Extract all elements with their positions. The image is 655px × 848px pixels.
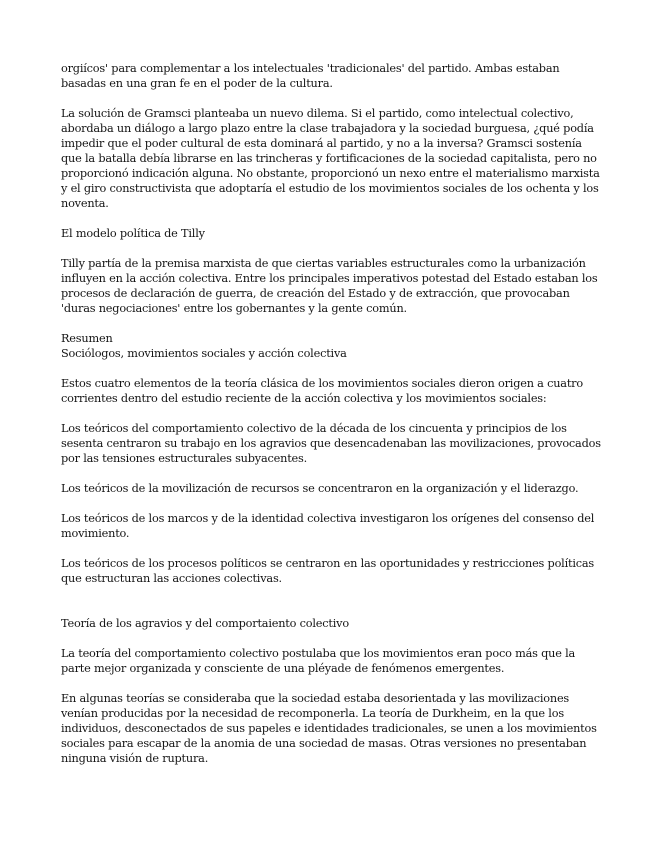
resumen-title: Sociólogos, movimientos sociales y acción colectiva bbox=[61, 347, 347, 360]
paragraph-continuation: orgiícos' para complementar a los intelectuales 'tradicionales' del partido. Ambas estaban basadas en una gran fe en el poder de la cultura. bbox=[61, 62, 560, 90]
paragraph-collective-behavior: Los teóricos del comportamiento colectivo de la década de los cincuenta y principios de los sesenta centraron su trabajo en los agravios que desencadenaban las movilizaciones, provocados por las tensiones estructurales subyacentes. bbox=[61, 422, 601, 465]
paragraph-four-elements: Estos cuatro elementos de la teoría clásica de los movimientos sociales dieron origen a cuatro corrientes dentro del estudio reciente de la acción colectiva y los movimientos sociales: bbox=[61, 377, 583, 405]
paragraph-political-process: Los teóricos de los procesos políticos se centraron en las oportunidades y restricciones políticas que estructuran las acciones colectivas. bbox=[61, 557, 595, 585]
paragraph-resource-mobilization: Los teóricos de la movilización de recursos se concentraron en la organización y el liderazgo. bbox=[61, 482, 579, 495]
paragraph-collective-behavior-theory: La teoría del comportamiento colectivo postulaba que los movimientos eran poco más que la parte mejor organizada y consciente de una pléyade de fenómenos emergentes. bbox=[61, 647, 576, 675]
section-heading-grievances: Teoría de los agravios y del comportaiento colectivo bbox=[61, 617, 349, 630]
paragraph-gramsci-dilemma: La solución de Gramsci planteaba un nuevo dilema. Si el partido, como intelectual colectivo, abordaba un diálogo a largo plazo entre la clase trabajadora y la sociedad burguesa, ¿qué podía impedir que el poder cultural de esta dominará al partido, y no a la inversa? Gramsci sostenía que la batalla debía librarse en las trincheras y fortificaciones de la sociedad capitalista, pero no proporcionó indicación alguna. No obstante, proporcionó un nexo entre el materialismo marxista y el giro constructivista que adoptaría el estudio de los movimientos sociales de los ochenta y los noventa. bbox=[61, 107, 600, 210]
document-page bbox=[61, 61, 601, 766]
section-heading-tilly: El modelo política de Tilly bbox=[61, 227, 205, 240]
paragraph-frames-identity: Los teóricos de los marcos y de la identidad colectiva investigaron los orígenes del consenso del movimiento. bbox=[61, 512, 595, 540]
paragraph-tilly: Tilly partía de la premisa marxista de que ciertas variables estructurales como la urbanización influyen en la acción colectiva. Entre los principales imperativos potestad del Estado estaban los procesos de declaración de guerra, de creación del Estado y de extracción, que provocaban 'duras negociaciones' entre los gobernantes y la gente común. bbox=[61, 257, 598, 315]
resumen-label: Resumen bbox=[61, 332, 113, 345]
paragraph-durkheim: En algunas teorías se consideraba que la sociedad estaba desorientada y las movilizaciones venían producidas por la necesidad de recomponerla. La teoría de Durkheim, en la que los individuos, desconectados de sus papeles e identidades tradicionales, se unen a los movimientos sociales para escapar de la anomia de una sociedad de masas. Otras versiones no presentaban ninguna visión de ruptura. bbox=[61, 692, 597, 765]
